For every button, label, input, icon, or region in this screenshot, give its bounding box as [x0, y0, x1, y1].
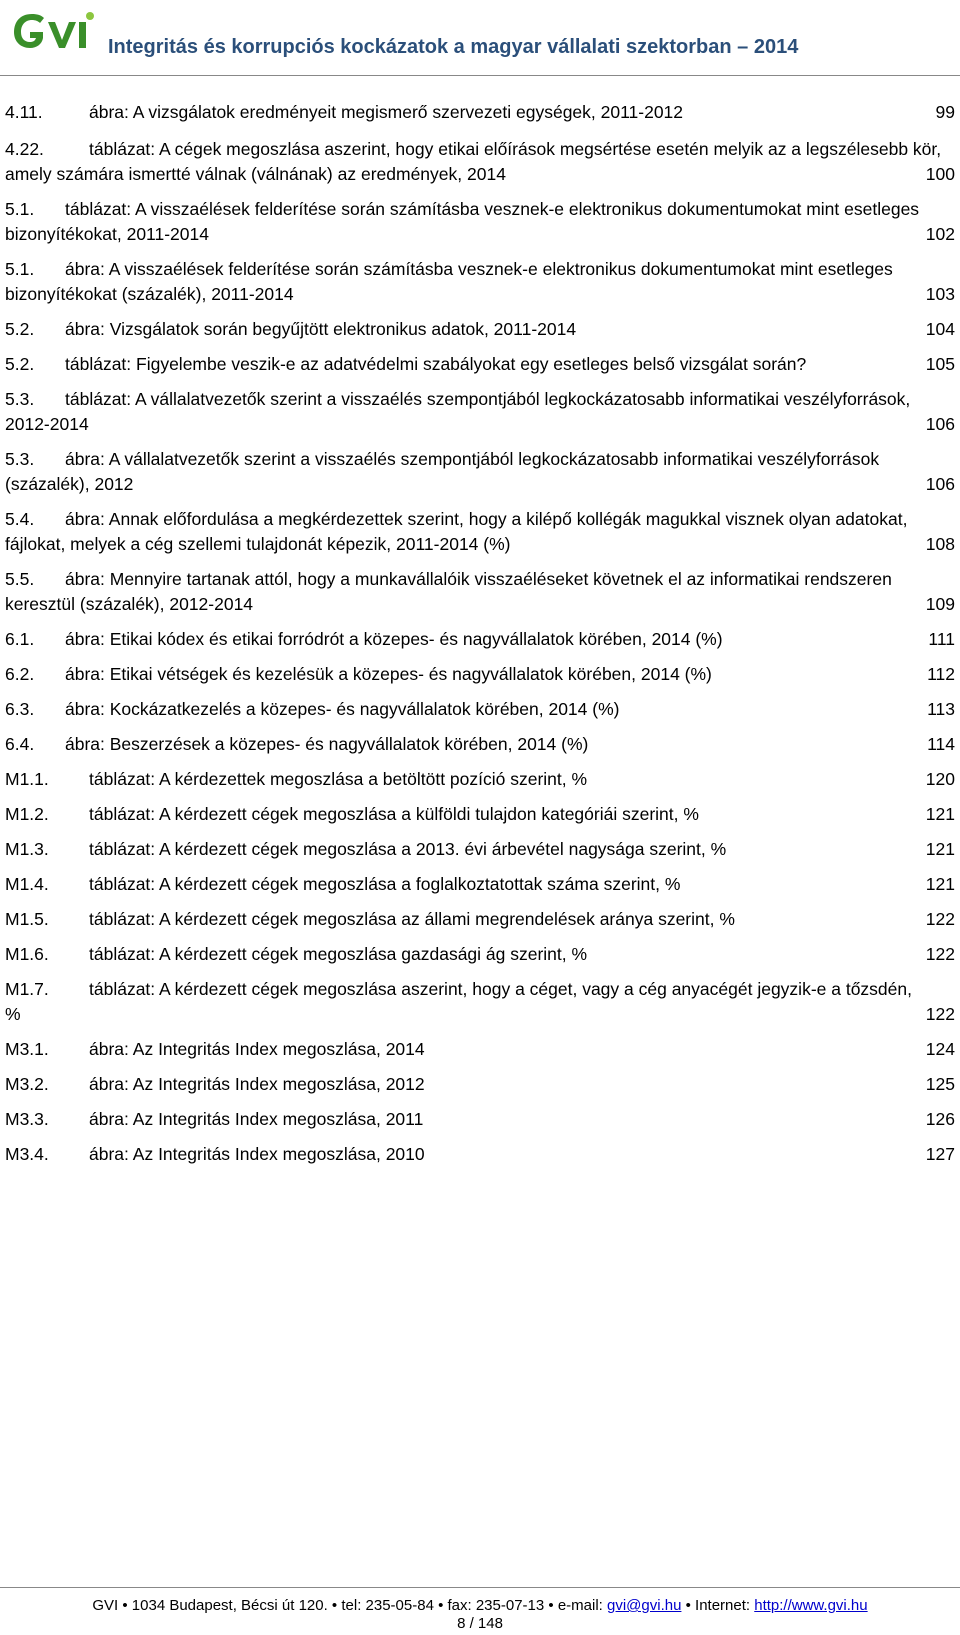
toc-entry[interactable] — [5, 872, 955, 897]
toc-entry[interactable] — [5, 802, 955, 827]
toc-entry-title: ábra: Az Integritás Index megoszlása, 2014 — [89, 1039, 425, 1059]
gvi-logo — [10, 8, 100, 54]
toc-entry-page: 114 — [927, 734, 955, 754]
toc-entry-page: 126 — [925, 1109, 955, 1129]
toc-entry-number: M1.5. — [5, 909, 49, 929]
toc-entry-page: 104 — [925, 319, 955, 339]
toc-entry-number: M3.2. — [5, 1074, 49, 1094]
toc-entry-title: ábra: Annak előfordulása a megkérdezettek szerint, hogy a kilépő kollégák magukkal visznek olyan adatokat, fájlokat, melyek a cég szellemi tulajdonát képezik, 2011-2014 (%) — [5, 509, 908, 554]
toc-entry-number: M3.3. — [5, 1109, 49, 1129]
toc-entry-title: táblázat: A vállalatvezetők szerint a visszaélés szempontjából legkockázatosabb informatikai veszélyforrások, 2012-2014 — [5, 389, 911, 434]
footer-internet-label: • Internet: — [681, 1597, 755, 1614]
toc-entry-title: ábra: Az Integritás Index megoszlása, 2012 — [89, 1074, 425, 1094]
toc-entry-title: táblázat: A kérdezett cégek megoszlása gazdasági ág szerint, % — [89, 944, 588, 964]
toc-entry[interactable] — [5, 1107, 955, 1132]
toc-entry-number: 6.4. — [5, 734, 35, 754]
toc-entry[interactable] — [5, 317, 955, 342]
toc-entry[interactable] — [5, 697, 955, 722]
toc-entry-page: 122 — [925, 944, 955, 964]
toc-entry-number: M3.1. — [5, 1039, 49, 1059]
toc-entry-page: 122 — [925, 909, 955, 929]
footer-email-link[interactable]: gvi@gvi.hu — [607, 1597, 682, 1614]
toc-entry-page: 125 — [925, 1074, 955, 1094]
toc-entry-number: M1.6. — [5, 944, 49, 964]
footer-contact — [0, 1597, 960, 1615]
toc-entry-page: 99 — [935, 102, 955, 122]
toc-entry-number: 5.5. — [5, 569, 35, 589]
toc-entry-title: ábra: Etikai kódex és etikai forródrót a közepes- és nagyvállalatok körében, 2014 (%) — [65, 629, 723, 649]
toc-entry-number: M1.1. — [5, 769, 49, 789]
toc-entry-title: ábra: A visszaélések felderítése során számításba vesznek-e elektronikus dokumentumokat mint esetleges bizonyítékokat (százalék), 2011-2014 — [5, 259, 893, 304]
toc-entry-title: táblázat: A kérdezett cégek megoszlása az állami megrendelések aránya szerint, % — [89, 909, 735, 929]
toc-entry-page: 112 — [927, 664, 955, 684]
toc-entry-title: ábra: Beszerzések a közepes- és nagyvállalatok körében, 2014 (%) — [65, 734, 589, 754]
toc-entry-page: 100 — [925, 164, 955, 184]
toc-entry-page: 121 — [925, 839, 955, 859]
toc-entry[interactable] — [5, 100, 955, 125]
toc-entry-number: 5.1. — [5, 259, 35, 279]
toc-entry-title: táblázat: A kérdezett cégek megoszlása a 2013. évi árbevétel nagysága szerint, % — [89, 839, 727, 859]
toc-entry-page: 109 — [925, 594, 955, 614]
toc-entry-page: 106 — [925, 474, 955, 494]
toc-entry-number: M1.2. — [5, 804, 49, 824]
toc-entry-title: ábra: Mennyire tartanak attól, hogy a munkavállalóik visszaéléseket követnek el az informatikai rendszeren keresztül (százalék), 2012-2014 — [5, 569, 892, 614]
toc-entry[interactable] — [5, 977, 955, 1027]
toc-entry-number: 5.2. — [5, 354, 35, 374]
toc-entry-title: táblázat: A cégek megoszlása aszerint, hogy etikai előírások megsértése esetén melyik az a legszélesebb kör, amely számára ismertté válnak (válnának) az eredmények, 2014 — [5, 139, 942, 184]
toc-entry[interactable] — [5, 662, 955, 687]
toc-entry-page: 124 — [925, 1039, 955, 1059]
toc-entry[interactable] — [5, 1142, 955, 1167]
toc-entry[interactable] — [5, 732, 955, 757]
toc-entry-number: 5.1. — [5, 199, 35, 219]
page-number: 8 / 148 — [457, 1615, 503, 1632]
toc-entry-number: 5.4. — [5, 509, 35, 529]
toc-entry[interactable] — [5, 1037, 955, 1062]
toc-entry-number: 5.2. — [5, 319, 35, 339]
toc-entry-number: 4.22. — [5, 139, 44, 159]
toc-entry[interactable] — [5, 137, 955, 187]
toc-entry-number: 5.3. — [5, 449, 35, 469]
toc-entry[interactable] — [5, 627, 955, 652]
toc-entry-title: táblázat: A kérdezett cégek megoszlása a foglalkoztatottak száma szerint, % — [89, 874, 681, 894]
toc-entry-page: 103 — [925, 284, 955, 304]
toc-entry-title: ábra: Az Integritás Index megoszlása, 2010 — [89, 1144, 425, 1164]
toc-entry-page: 102 — [925, 224, 955, 244]
toc-entry-page: 111 — [928, 629, 955, 649]
toc-entry-number: 4.11. — [5, 102, 43, 122]
toc-entry-title: táblázat: A kérdezett cégek megoszlása a külföldi tulajdon kategóriái szerint, % — [89, 804, 699, 824]
toc-entry-page: 105 — [925, 354, 955, 374]
footer-divider — [0, 1587, 960, 1588]
toc-entry-number: 6.3. — [5, 699, 35, 719]
toc-entry-title: ábra: A vizsgálatok eredményeit megismerő szervezeti egységek, 2011-2012 — [89, 102, 684, 122]
page-title: Integritás és korrupciós kockázatok a magyar vállalati szektorban – 2014 — [108, 36, 799, 58]
toc-entry[interactable] — [5, 767, 955, 792]
page-header — [0, 0, 960, 80]
list-of-figures-and-tables — [5, 100, 955, 1167]
toc-entry[interactable] — [5, 942, 955, 967]
toc-entry-title: ábra: Az Integritás Index megoszlása, 2011 — [89, 1109, 424, 1129]
toc-entry[interactable] — [5, 447, 955, 497]
toc-entry-number: 6.1. — [5, 629, 35, 649]
toc-entry[interactable] — [5, 907, 955, 932]
toc-entry-number: 5.3. — [5, 389, 35, 409]
toc-entry[interactable] — [5, 197, 955, 247]
footer-address: GVI • 1034 Budapest, Bécsi út 120. • tel: 235-05-84 • fax: 235-07-13 • e-mail: — [92, 1597, 607, 1614]
footer-website-link[interactable]: http://www.gvi.hu — [754, 1597, 868, 1614]
toc-entry-title: táblázat: A kérdezett cégek megoszlása aszerint, hogy a céget, vagy a cég anyacégét jegyzik-e a tőzsdén, % — [5, 979, 912, 1024]
toc-entry-title: ábra: Kockázatkezelés a közepes- és nagyvállalatok körében, 2014 (%) — [65, 699, 620, 719]
toc-entry[interactable] — [5, 1072, 955, 1097]
toc-entry-title: táblázat: A visszaélések felderítése során számításba vesznek-e elektronikus dokumentumokat mint esetleges bizonyítékokat, 2011-2014 — [5, 199, 920, 244]
toc-entry[interactable] — [5, 257, 955, 307]
toc-entry-page: 127 — [925, 1144, 955, 1164]
toc-entry-page: 122 — [925, 1004, 955, 1024]
toc-entry-page: 106 — [925, 414, 955, 434]
toc-entry-page: 113 — [927, 699, 955, 719]
header-divider — [0, 75, 960, 76]
toc-entry[interactable] — [5, 352, 955, 377]
toc-entry-title: táblázat: A kérdezettek megoszlása a betöltött pozíció szerint, % — [89, 769, 588, 789]
toc-entry-number: M3.4. — [5, 1144, 49, 1164]
toc-entry-page: 121 — [925, 804, 955, 824]
toc-entry[interactable] — [5, 507, 955, 557]
toc-entry[interactable] — [5, 387, 955, 437]
toc-entry-page: 121 — [925, 874, 955, 894]
toc-entry-page: 108 — [925, 534, 955, 554]
toc-entry-number: 6.2. — [5, 664, 35, 684]
toc-entry-number: M1.3. — [5, 839, 49, 859]
toc-entry-page: 120 — [925, 769, 955, 789]
toc-entry-title: ábra: A vállalatvezetők szerint a visszaélés szempontjából legkockázatosabb informatikai veszélyforrások (százalék), 2012 — [5, 449, 880, 494]
toc-entry-number: M1.4. — [5, 874, 49, 894]
toc-entry-title: táblázat: Figyelembe veszik-e az adatvédelmi szabályokat egy esetleges belső vizsgálat során? — [65, 354, 807, 374]
toc-entry[interactable] — [5, 567, 955, 617]
toc-entry-title: ábra: Vizsgálatok során begyűjtött elektronikus adatok, 2011-2014 — [65, 319, 577, 339]
toc-entry-number: M1.7. — [5, 979, 49, 999]
toc-entry[interactable] — [5, 837, 955, 862]
toc-entry-title: ábra: Etikai vétségek és kezelésük a közepes- és nagyvállalatok körében, 2014 (%) — [65, 664, 712, 684]
